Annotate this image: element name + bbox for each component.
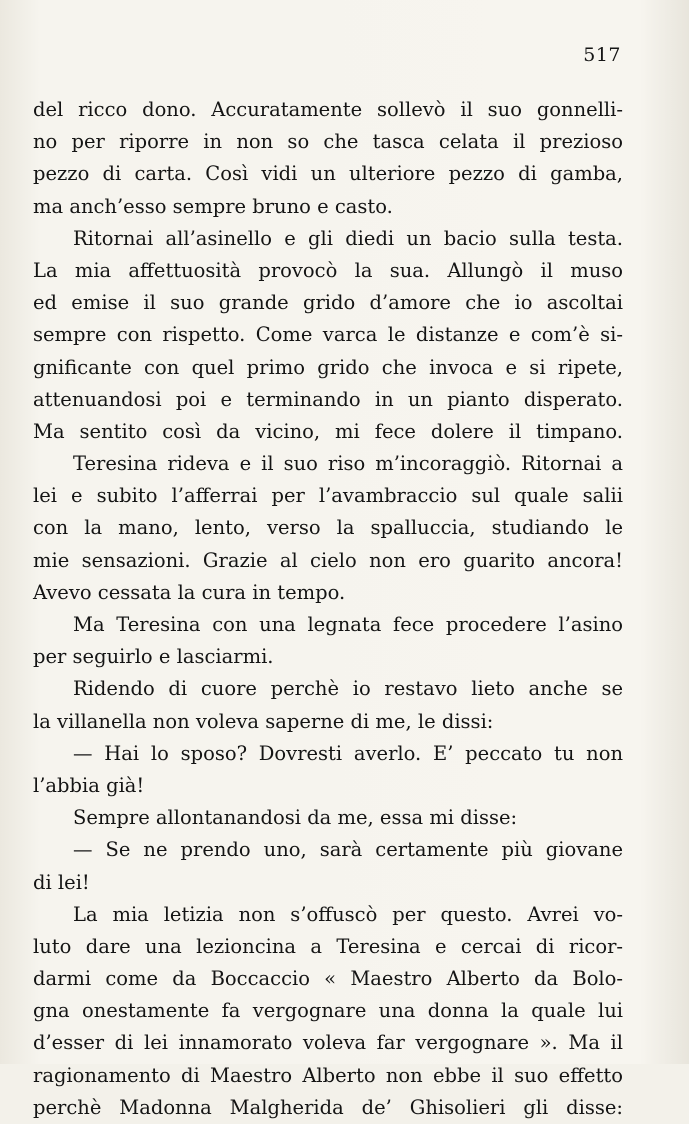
text-line: Ritornai all’asinello e gli diedi un bacio sulla testa. (73, 226, 623, 250)
text-line: perchè Madonna Malgherida de’ Ghisolieri gli disse: (33, 1095, 623, 1119)
text-line: la villanella non voleva saperne di me, le dissi: (33, 709, 494, 733)
text-line: di lei! (33, 870, 90, 894)
text-line: darmi come da Boccaccio « Maestro Alberto da Bolo- (33, 967, 623, 991)
text-line: pezzo di carta. Così vidi un ulteriore pezzo di gamba, (33, 162, 623, 186)
text-line: Teresina rideva e il suo riso m’incoraggiò. Ritornai a (73, 452, 623, 476)
text-line: lei e subito l’afferrai per l’avambraccio sul quale salii (33, 484, 623, 508)
text-line: gna onestamente fa vergognare una donna la quale lui (33, 999, 623, 1023)
text-line: Avevo cessata la cura in tempo. (33, 580, 346, 604)
text-line: Ridendo di cuore perchè io restavo lieto anche se (73, 677, 623, 701)
text-line: l’abbia già! (33, 773, 145, 797)
text-line: mie sensazioni. Grazie al cielo non ero guarito ancora! (33, 548, 623, 572)
text-line: ed emise il suo grande grido d’amore che io ascoltai (33, 291, 623, 315)
text-line: La mia affettuosità provocò la sua. Allungò il muso (33, 258, 623, 282)
body-text (33, 94, 623, 1124)
text-line: ragionamento di Maestro Alberto non ebbe il suo effetto (33, 1063, 623, 1087)
text-line: Sempre allontanandosi da me, essa mi disse: (73, 806, 518, 830)
text-line: Ma Teresina con una legnata fece procedere l’asino (73, 613, 623, 636)
text-line: sempre con rispetto. Come varca le distanze e com’è si- (33, 323, 623, 347)
page-number: 517 (583, 44, 621, 66)
text-line: attenuandosi poi e terminando in un pianto disperato. (33, 387, 623, 411)
text-line: no per riporre in non so che tasca celata il prezioso (33, 130, 623, 154)
text-line: del ricco dono. Accuratamente sollevò il suo gonnelli- (33, 98, 623, 121)
text-line: luto dare una lezioncina a Teresina e cercai di ricor- (33, 934, 623, 958)
text-line: ma anch’esso sempre bruno e casto. (33, 194, 393, 218)
text-line: per seguirlo e lasciarmi. (33, 645, 274, 669)
text-line: d’esser di lei innamorato voleva far vergognare ». Ma il (33, 1031, 623, 1055)
text-line: con la mano, lento, verso la spalluccia, studiando le (33, 516, 623, 540)
text-line: Ma sentito così da vicino, mi fece dolere il timpano. (33, 419, 623, 443)
text-line: gnificante con quel primo grido che invoca e si ripete, (33, 355, 623, 379)
text-line: — Se ne prendo uno, sarà certamente più giovane (73, 838, 623, 862)
text-line: La mia letizia non s’offuscò per questo. Avrei vo- (73, 902, 623, 926)
text-line: — Hai lo sposo? Dovresti averlo. E’ peccato tu non (73, 741, 623, 765)
